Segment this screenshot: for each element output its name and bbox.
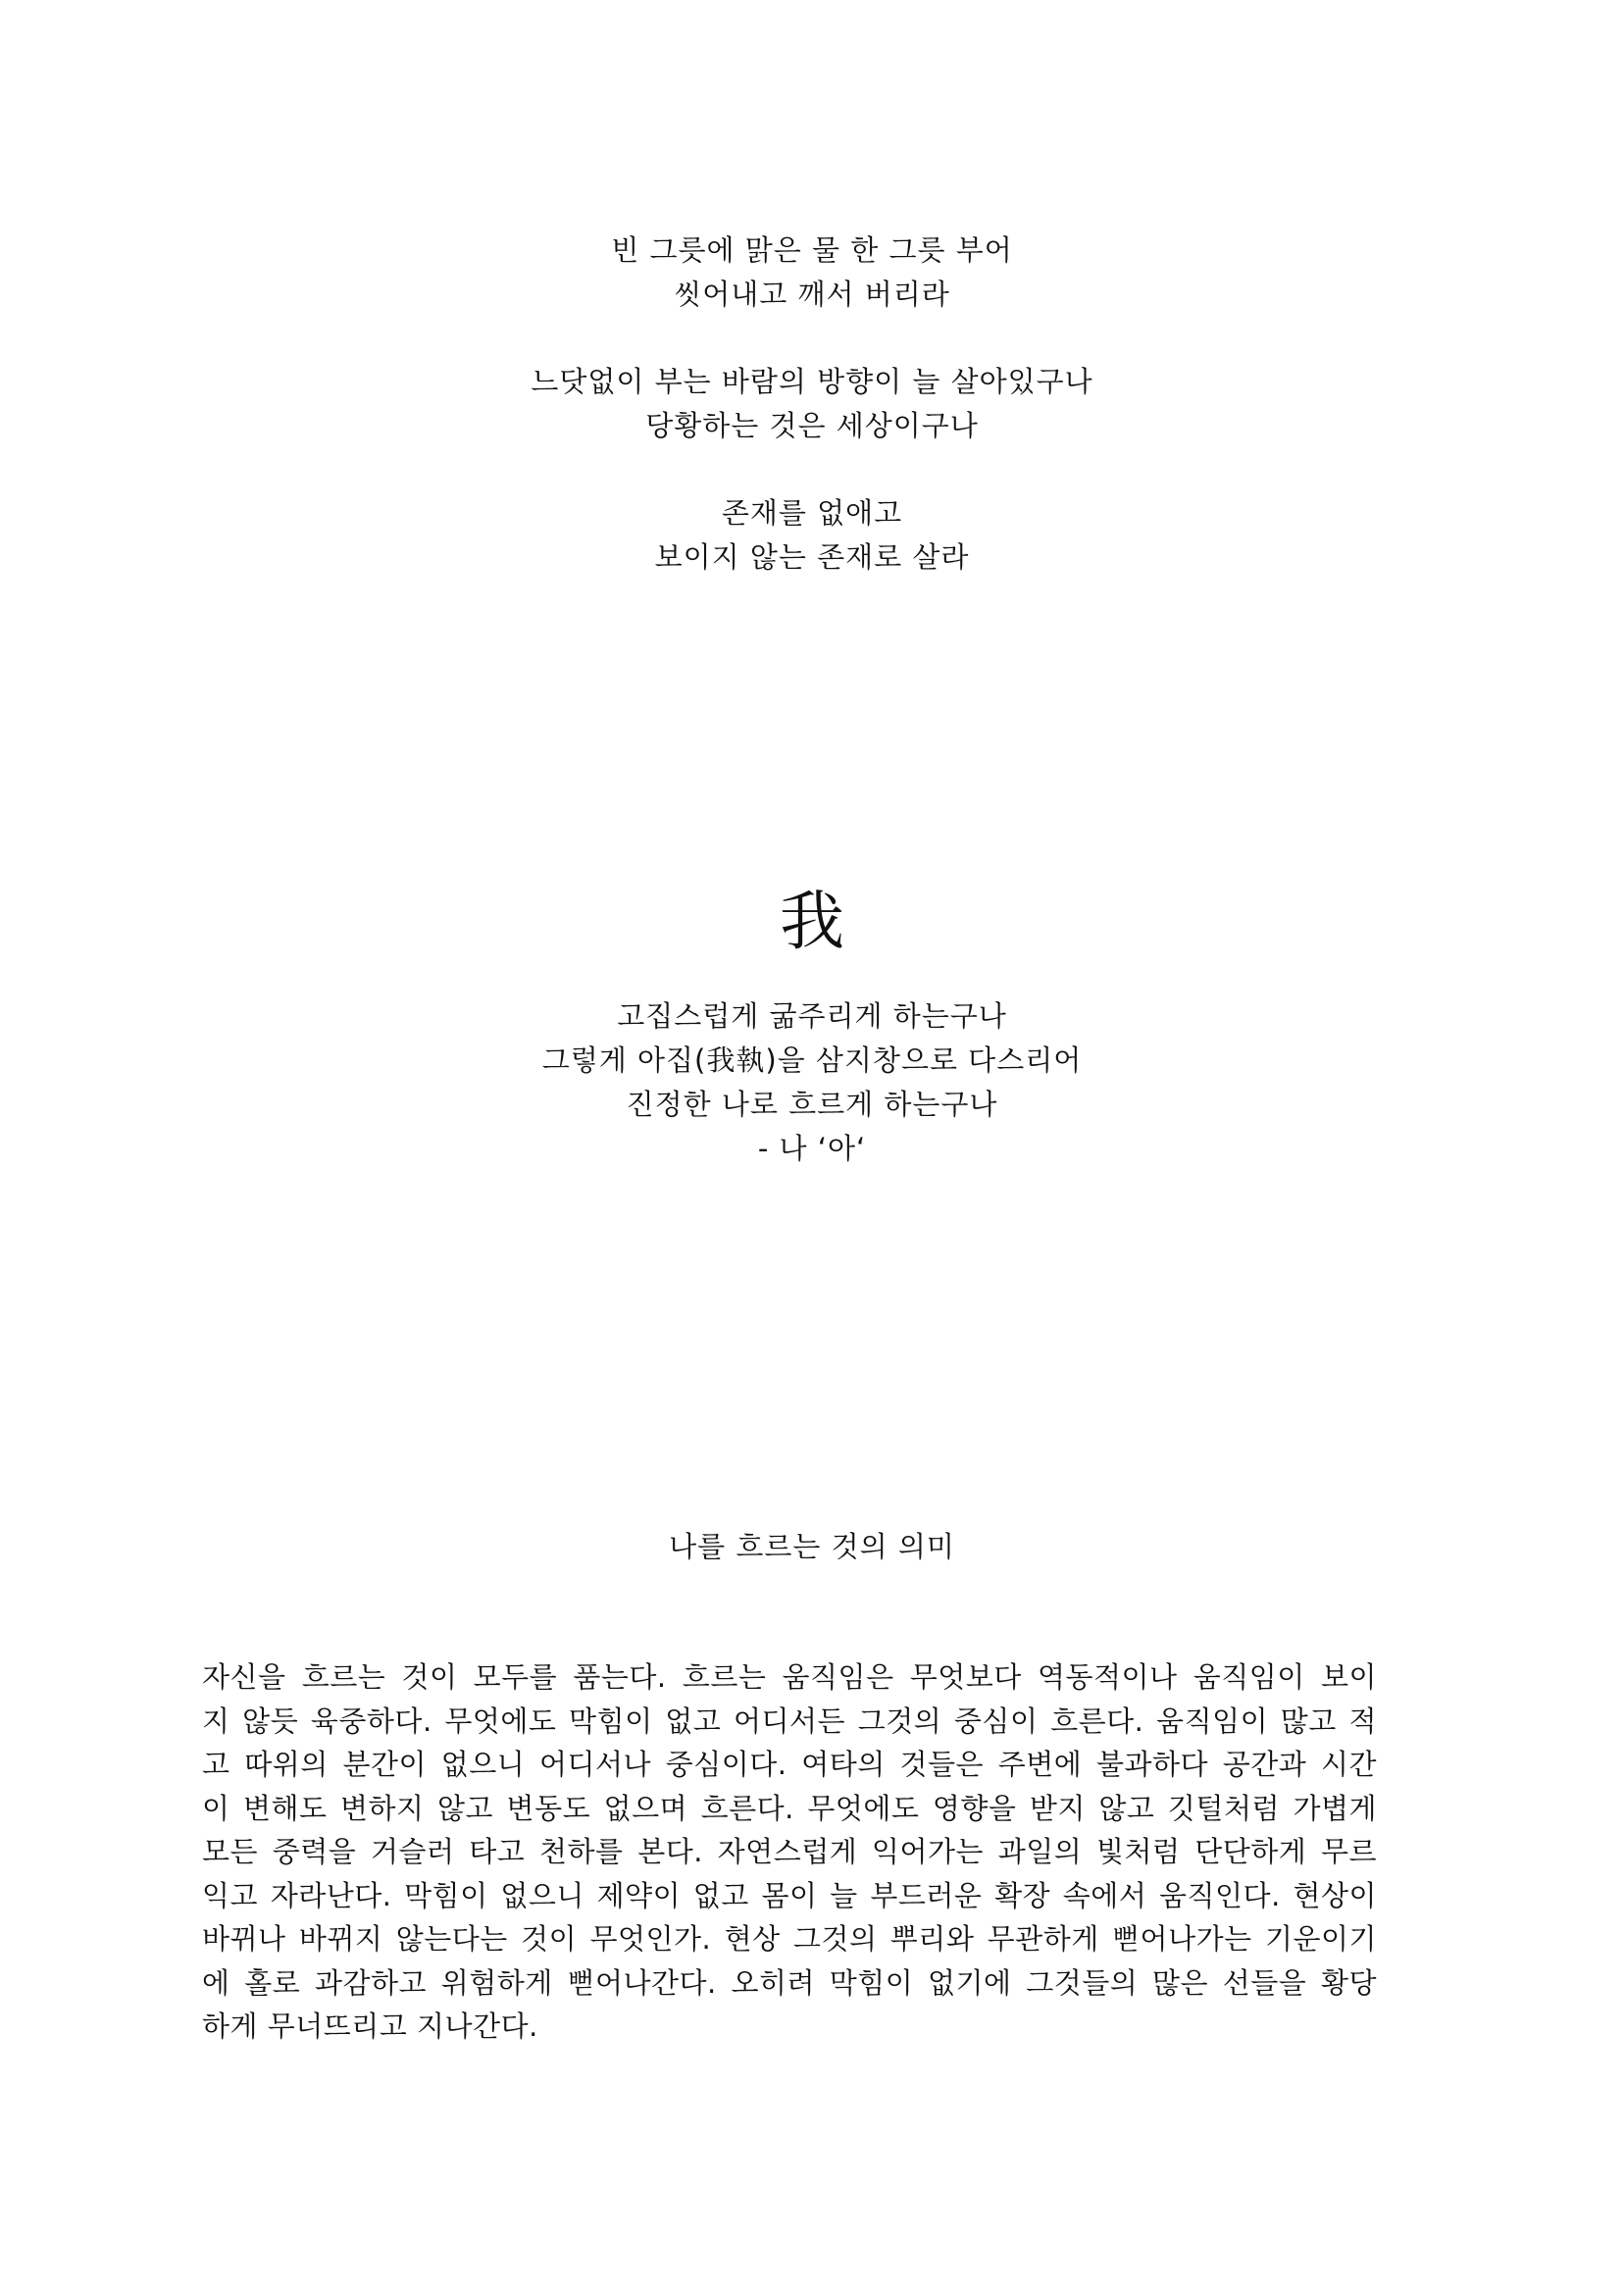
- essay-line: 에 홀로 과감하고 위험하게 뻗어나간다. 오히려 막힘이 없기에 그것들의 많은 선들을 황당: [202, 1965, 1377, 2000]
- poem-stanza-1: [0, 229, 1624, 317]
- poem-line: 고집스럽게 굶주리게 하는구나: [617, 999, 1007, 1033]
- poem-line: 씻어내고 깨서 버리라: [674, 278, 950, 311]
- poem-title-character: 我: [780, 884, 844, 959]
- essay-line: 지 않듯 육중하다. 무엇에도 막힘이 없고 어디서든 그것의 중심이 흐른다. 움직임이 많고 적: [202, 1704, 1377, 1738]
- poem-line: 빈 그릇에 맑은 물 한 그릇 부어: [611, 233, 1013, 267]
- essay-body: [202, 1655, 1377, 2049]
- essay-line: 이 변해도 변하지 않고 변동도 없으며 흐른다. 무엇에도 영향을 받지 않고 깃털처럼 가볍게: [202, 1791, 1377, 1825]
- poem-line: 진정한 나로 흐르게 하는구나: [626, 1088, 998, 1121]
- essay-line: 모든 중력을 거슬러 타고 천하를 본다. 자연스럽게 익어가는 과일의 빛처럼 단단하게 무르: [202, 1835, 1377, 1868]
- poem-attribution: - 나 ‘아‘: [757, 1132, 867, 1165]
- poem-line: 보이지 않는 존재로 살라: [654, 540, 970, 574]
- poem-line: 그렇게 아집(我執)을 삼지창으로 다스리어: [541, 1043, 1083, 1077]
- poem-line: 존재를 없애고: [721, 496, 903, 530]
- poem-line: 당황하는 것은 세상이구나: [645, 409, 979, 442]
- poem-stanza-3: [0, 491, 1624, 580]
- essay-line: 하게 무너뜨리고 지나간다.: [202, 2009, 538, 2043]
- essay-line: 익고 자라난다. 막힘이 없으니 제약이 없고 몸이 늘 부드러운 확장 속에서 움직인다. 현상이: [202, 1878, 1377, 1912]
- essay-line: 바뀌나 바뀌지 않는다는 것이 무엇인가. 현상 그것의 뿌리와 무관하게 뻗어나가는 기운이기: [202, 1922, 1377, 1956]
- poem-line: 느닷없이 부는 바람의 방향이 늘 살아있구나: [531, 365, 1093, 398]
- poem-stanza-2: [0, 360, 1624, 448]
- essay-line: 자신을 흐르는 것이 모두를 품는다. 흐르는 움직임은 무엇보다 역동적이나 움직임이 보이: [202, 1660, 1377, 1694]
- essay-title: 나를 흐르는 것의 의미: [669, 1530, 955, 1563]
- essay-line: 고 따위의 분간이 없으니 어디서나 중심이다. 여타의 것들은 주변에 불과하다 공간과 시간: [202, 1748, 1377, 1781]
- poem-stanza-4: [0, 994, 1624, 1171]
